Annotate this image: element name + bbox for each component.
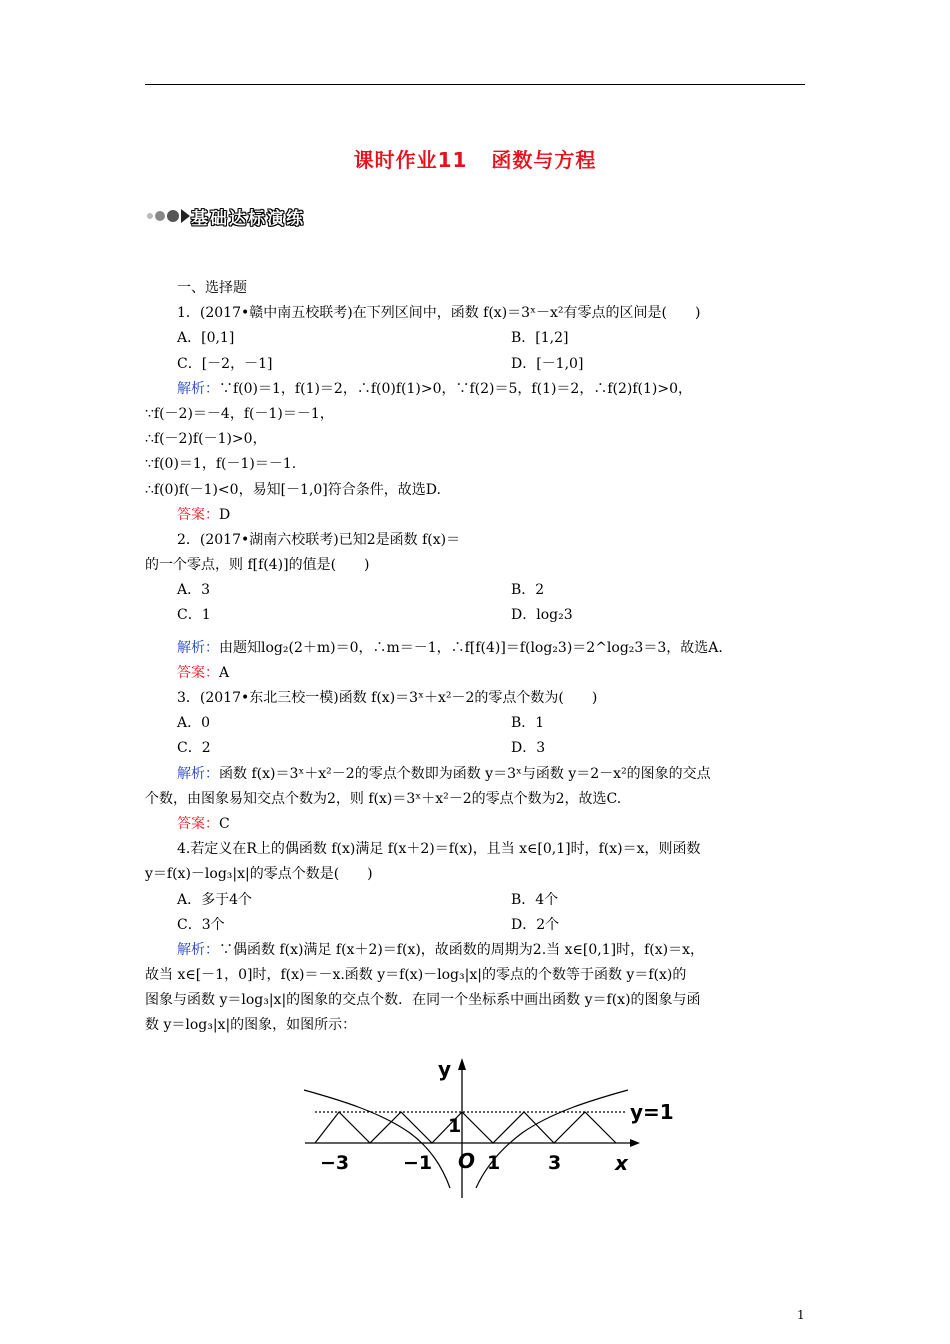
origin-label: O	[458, 1149, 476, 1173]
q4-analysis-text: ∵偶函数 f(x)满足 f(x＋2)＝f(x)，故函数的周期为2.当 x∈[0,1]时，f(x)＝x，	[219, 941, 704, 958]
analysis-label: 解析：	[177, 639, 219, 656]
q1-option-d: D．[－1,0]	[511, 355, 584, 372]
q3-options-row2	[145, 736, 810, 761]
q4-stem-line2: y＝f(x)－log₃|x|的零点个数是( )	[145, 866, 373, 883]
q2-analysis	[145, 636, 810, 661]
q1-analysis-line2: ∵f(－2)＝－4，f(－1)＝－1，	[145, 405, 334, 422]
q1-analysis-text: ∵f(0)＝1，f(1)＝2，∴f(0)f(1)>0，∵f(2)＝5，f(1)＝2，∴f(2)f(1)>0，	[219, 380, 693, 397]
q4-analysis-line2: 故当 x∈[－1，0]时，f(x)＝－x.函数 y＝f(x)－log₃|x|的零点的个数等于函数 y＝f(x)的	[145, 967, 687, 984]
tick-label-neg3: −3	[320, 1152, 350, 1174]
y-axis-arrow	[458, 1058, 466, 1070]
q2-answer	[145, 661, 810, 686]
banner-title: 基础达标演练	[191, 208, 305, 229]
q3-answer-value: C	[219, 815, 230, 832]
q4-options-row1	[145, 888, 810, 913]
q4-option-a: A．多于4个	[177, 891, 253, 908]
function-graph-figure	[300, 1048, 685, 1208]
tick-label-3: 3	[548, 1152, 562, 1174]
answer-label: 答案：	[177, 506, 219, 523]
q2-stem-line1: 2．(2017•湖南六校联考)已知2是函数 f(x)＝	[177, 531, 461, 548]
q1-analysis-line5: ∴f(0)f(－1)<0，易知[－1,0]符合条件，故选D.	[145, 481, 441, 498]
q3-analysis-line1	[145, 762, 810, 787]
section-banner	[145, 204, 305, 228]
line-label-y1: y=1	[630, 1100, 674, 1124]
document-body	[145, 276, 810, 1039]
q1-options-row1	[145, 326, 810, 351]
tick-label-neg1: −1	[403, 1152, 433, 1174]
page-number: 1	[797, 1308, 805, 1322]
q1-options-row2	[145, 352, 810, 377]
q1-answer-value: D	[219, 506, 231, 523]
q2-option-c: C．1	[177, 607, 211, 624]
answer-label: 答案：	[177, 664, 219, 681]
q1-analysis-line1	[145, 377, 810, 402]
q2-stem-line2: 的一个零点，则 f[f(4)]的值是( )	[145, 557, 370, 574]
q1-answer	[145, 503, 810, 528]
analysis-label: 解析：	[177, 765, 219, 782]
title-sub: 函数与方程	[491, 148, 597, 172]
graph-svg	[300, 1048, 685, 1208]
q4-option-b: B．4个	[511, 891, 559, 908]
analysis-label: 解析：	[177, 941, 219, 958]
q4-option-d: D．2个	[511, 916, 560, 933]
q2-option-d: D．log₂3	[511, 607, 573, 624]
banner-dots-icon	[145, 206, 191, 226]
q3-option-a: A．0	[177, 715, 211, 732]
x-axis-label: x	[615, 1151, 628, 1175]
q2-options-row2	[145, 603, 810, 628]
q1-stem: 1．(2017•赣中南五校联考)在下列区间中，函数 f(x)＝3ˣ－x²有零点的区间是( )	[177, 305, 701, 322]
title-main: 课时作业11	[353, 148, 468, 172]
q4-analysis-line4: 数 y＝log₃|x|的图象，如图所示：	[145, 1017, 357, 1034]
y-axis-label: y	[438, 1057, 452, 1081]
q3-option-d: D．3	[511, 740, 546, 757]
q1-option-b: B．[1,2]	[511, 330, 569, 347]
q3-options-row1	[145, 711, 810, 736]
q1-option-a: A．[0,1]	[177, 330, 235, 347]
q3-stem: 3．(2017•东北三校一模)函数 f(x)＝3ˣ＋x²－2的零点个数为( )	[177, 690, 598, 706]
q2-answer-value: A	[219, 664, 230, 681]
q2-options-row1	[145, 578, 810, 603]
periodic-function-curve	[315, 1112, 616, 1143]
q3-analysis-text: 函数 f(x)＝3ˣ＋x²－2的零点个数即为函数 y＝3ˣ与函数 y＝2－x²的图象的交点	[219, 765, 711, 782]
q3-analysis-line2: 个数，由图象易知交点个数为2，则 f(x)＝3ˣ＋x²－2的零点个数为2，故选C.	[145, 790, 622, 807]
q4-stem-line1: 4.若定义在R上的偶函数 f(x)满足 f(x＋2)＝f(x)，且当 x∈[0,1]时，f(x)＝x，则函数	[177, 841, 701, 858]
header-rule	[145, 84, 805, 85]
tick-label-1: 1	[487, 1152, 501, 1174]
analysis-label: 解析：	[177, 380, 219, 397]
q4-options-row2	[145, 913, 810, 938]
section-heading: 一、选择题	[177, 280, 247, 296]
q1-option-c: C．[－2，－1]	[177, 355, 273, 372]
q2-option-a: A．3	[177, 582, 211, 599]
q1-analysis-line3: ∴f(－2)f(－1)>0，	[145, 431, 267, 448]
q2-option-b: B．2	[511, 582, 545, 599]
q3-answer	[145, 812, 810, 837]
q2-analysis-text: 由题知log₂(2＋m)＝0，∴m＝－1，∴f[f(4)]＝f(log₂3)＝2^log₂3＝3，故选A.	[219, 639, 723, 656]
x-axis-arrow	[630, 1139, 640, 1147]
page-title	[0, 144, 950, 173]
answer-label: 答案：	[177, 815, 219, 832]
q4-analysis-line3: 图象与函数 y＝log₃|x|的图象的交点个数．在同一个坐标系中画出函数 y＝f(x)的图象与函	[145, 992, 701, 1009]
q4-analysis-line1	[145, 938, 810, 963]
q1-analysis-line4: ∵f(0)＝1，f(－1)＝－1.	[145, 456, 297, 473]
q4-option-c: C．3个	[177, 916, 225, 933]
q3-option-c: C．2	[177, 740, 211, 757]
q3-option-b: B．1	[511, 715, 545, 732]
y-tick-label-1: 1	[448, 1115, 462, 1137]
